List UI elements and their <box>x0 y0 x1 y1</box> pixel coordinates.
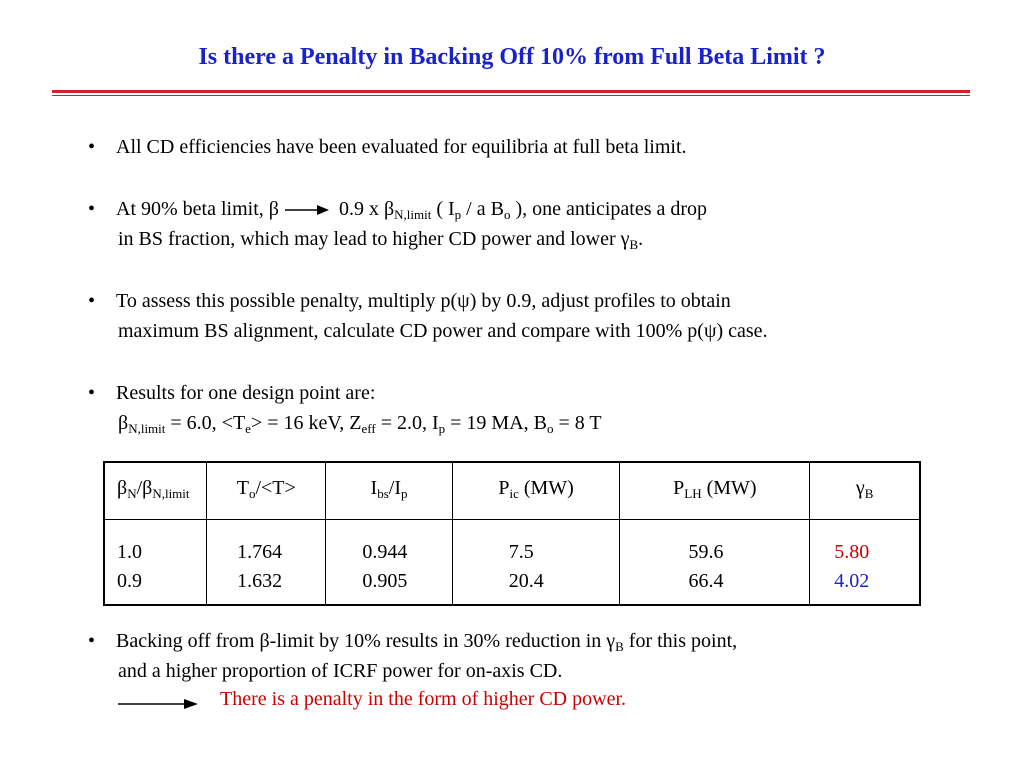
text-segment: for this point, <box>623 630 738 652</box>
bullet-2 <box>88 194 707 254</box>
bullet-5-line-2: and a higher proportion of ICRF power for on-axis CD. <box>118 660 563 682</box>
text-segment: 0.9 x β <box>338 198 395 220</box>
slide-title: Is there a Penalty in Backing Off 10% from Full Beta Limit ? <box>198 44 826 70</box>
bullet-5 <box>88 626 737 686</box>
arrow-right-icon <box>118 697 198 711</box>
bullet-2-line-2 <box>118 224 707 254</box>
subscript: o <box>503 207 511 222</box>
header-gammaB: $\gamma_B$ <box>810 462 920 519</box>
subscript: p <box>454 207 462 222</box>
subscript: e <box>245 421 251 436</box>
bullet-4-line-1: Results for one design point are: <box>116 382 376 404</box>
bullet-marker: • <box>88 382 96 404</box>
text-segment: At 90% beta limit, β <box>116 198 279 220</box>
text-segment: = 19 MA, B <box>445 412 547 434</box>
table-cell: 0.9 <box>117 569 142 592</box>
bullet-marker: • <box>88 290 96 312</box>
text-segment: = 2.0, I <box>375 412 439 434</box>
column-gammaB-values <box>810 519 920 605</box>
design-point-parameters <box>118 408 602 438</box>
bullet-3-line-1: To assess this possible penalty, multiply p(ψ) by 0.9, adjust profiles to obtain <box>116 290 731 312</box>
table-cell: 7.5 <box>508 540 534 563</box>
text-segment: / a B <box>461 198 504 220</box>
text-segment: = 6.0, <T <box>165 412 246 434</box>
column-betaN-values <box>104 519 207 605</box>
text-segment: ( I <box>431 198 455 220</box>
table-header-row <box>104 462 920 519</box>
table-cell-highlight: 4.02 <box>834 569 870 592</box>
table-body-row <box>104 519 920 605</box>
bullet-1 <box>88 132 687 162</box>
title-rule-thin <box>52 95 970 96</box>
bullet-marker: • <box>88 198 96 220</box>
column-Pic-values <box>452 519 620 605</box>
column-Ibs-values <box>326 519 452 605</box>
table-cell-highlight: 5.80 <box>834 540 870 563</box>
subscript: B <box>629 237 639 252</box>
arrow-right-icon <box>285 203 329 217</box>
column-To-values <box>207 519 326 605</box>
text-segment: . <box>638 228 644 250</box>
table-cell: 0.944 <box>362 540 408 563</box>
subscript: N,limit <box>128 421 166 436</box>
subscript: p <box>438 421 446 436</box>
text-segment: β <box>118 412 129 434</box>
bullet-1-text: All CD efficiencies have been evaluated for equilibria at full beta limit. <box>116 136 687 158</box>
table-cell: 1.764 <box>237 540 283 563</box>
subscript: N,limit <box>394 207 432 222</box>
bullet-3-line-2: maximum BS alignment, calculate CD power and compare with 100% p(ψ) case. <box>118 320 768 342</box>
header-Pic: $P_{ic}$ (MW) <box>452 462 620 519</box>
column-PLH-values <box>620 519 810 605</box>
table-cell: 59.6 <box>688 540 724 563</box>
conclusion-text: There is a penalty in the form of higher CD power. <box>220 688 626 710</box>
table-cell: 66.4 <box>688 569 724 592</box>
subscript: o <box>547 421 554 436</box>
table-cell: 1.632 <box>237 569 283 592</box>
bullet-marker: • <box>88 630 96 652</box>
table-cell: 0.905 <box>362 569 408 592</box>
results-table <box>103 461 921 606</box>
text-segment: in BS fraction, which may lead to higher CD power and lower γ <box>118 228 630 250</box>
header-To-ratio: $T_o/<T>$ <box>207 462 326 519</box>
text-segment: Backing off from β-limit by 10% results in 30% reduction in γ <box>116 630 616 652</box>
title-rule-thick <box>52 90 970 93</box>
bullet-5-line-1 <box>116 626 737 656</box>
bullet-2-line-1 <box>116 194 707 224</box>
subscript: eff <box>361 421 376 436</box>
header-PLH: $P_{LH}$ (MW) <box>620 462 810 519</box>
text-segment: > = 16 keV, Z <box>250 412 362 434</box>
header-betaN-ratio: $\beta_N/\beta_{N,limit}$ <box>104 462 207 519</box>
bullet-3 <box>88 286 768 346</box>
text-segment: ), one anticipates a drop <box>510 198 708 220</box>
subscript: B <box>615 639 624 654</box>
header-Ibs-ratio: $I_{bs}/I_p$ <box>326 462 452 519</box>
text-segment: = 8 T <box>553 412 602 434</box>
table-cell: 1.0 <box>117 540 142 563</box>
bullet-4 <box>88 378 602 438</box>
table-cell: 20.4 <box>508 569 544 592</box>
bullet-marker: • <box>88 136 96 158</box>
